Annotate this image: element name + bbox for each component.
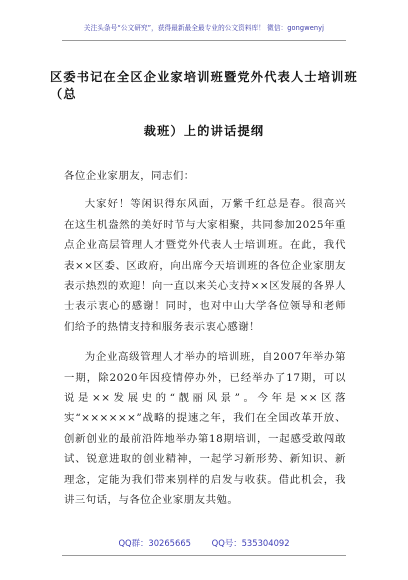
footer-contact xyxy=(0,537,408,549)
qq-group-link[interactable]: QQ群：30265665 xyxy=(118,538,191,548)
salutation: 各位企业家朋友，同志们： xyxy=(64,170,195,182)
header-banner: 关注头条号“公文研究”，获得最新最全最专业的公文资料库！ 微信：gongwenyj xyxy=(83,24,325,32)
header-divider xyxy=(62,40,346,41)
footer-divider xyxy=(62,555,346,556)
qq-number-link[interactable]: QQ号：535304092 xyxy=(211,538,290,548)
document-body xyxy=(64,166,346,521)
paragraph-2: 为企业高级管理人才举办的培训班，自2007年举办第一期，除2020年因疫情停办外，已经举办了17期，可以说是××发展史的“靓丽风景”。今年是××区落实“××××××”战略的提速之年，我们在全国改革开放、创新创业的最前沿阵地举办第18期培训，一起感受敢闯敢试、锐意进取的创业精神，一起学习新形势、新知识、新理念，定能为我们带来别样的启发与收获。借此机会，我讲三句话，与各位企业家朋友共勉。 xyxy=(64,351,346,507)
document-title-line-1: 区委书记在全区企业家培训班暨党外代表人士培训班（总 xyxy=(50,70,358,101)
paragraph-1: 大家好！等闲识得东风面，万紫千红总是春。很高兴在这生机盎然的美好时节与大家相聚，共同参加2025年重点企业高层管理人才暨党外代表人士培训班。在此，我代表××区委、区政府，向出席今天培训班的各位企业家朋友表示热烈的欢迎！向一直以来关心支持××区发展的各界人士表示衷心的感谢！同时，也对中山大学各位领导和老师们给予的热情支持和服务表示衷心感谢！ xyxy=(64,198,346,333)
document-title-line-2: 裁班）上的讲话提纲 xyxy=(143,124,265,138)
